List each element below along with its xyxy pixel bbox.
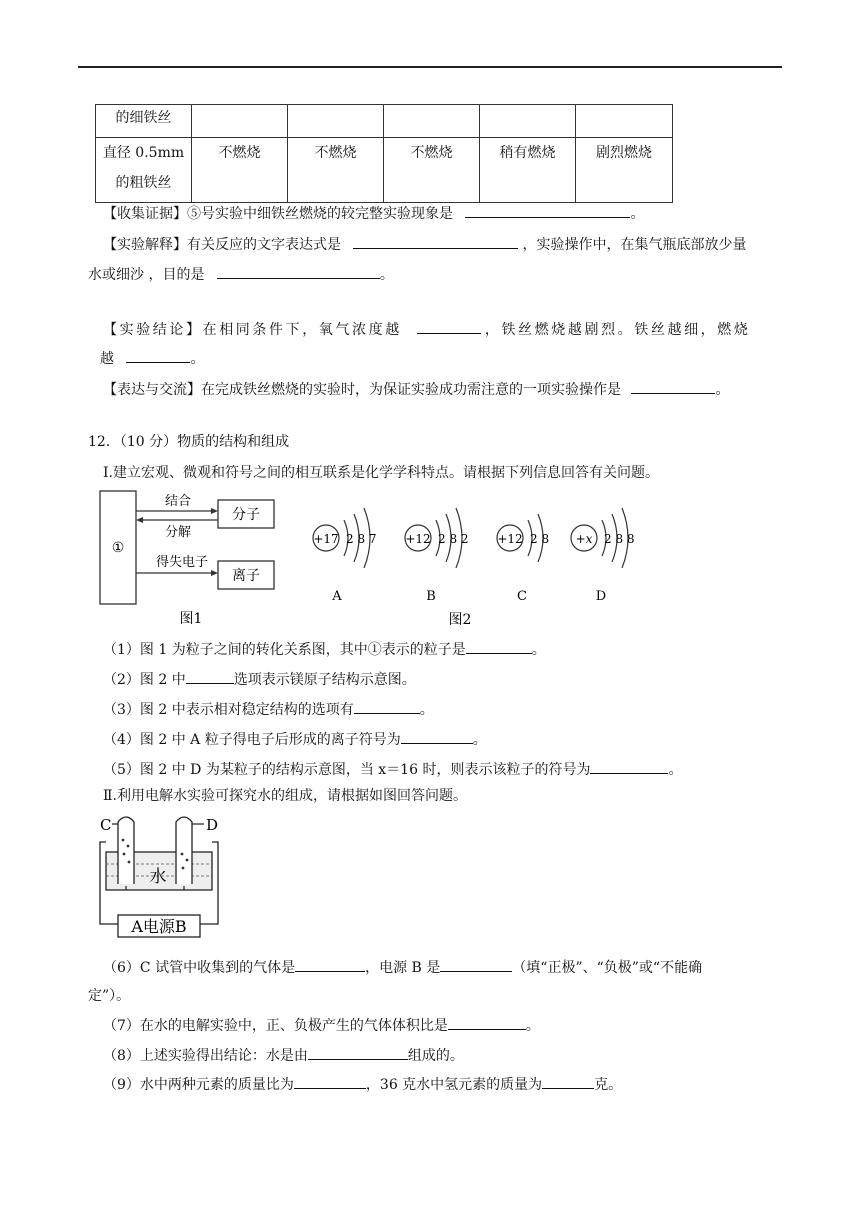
ion-label: 离子 (232, 568, 260, 584)
explanation-line1 (103, 233, 746, 255)
answer-blank[interactable] (353, 233, 518, 249)
svg-text:2 8 7: 2 8 7 (346, 532, 377, 546)
answer-blank[interactable] (448, 1014, 526, 1030)
section-intro-1: Ⅰ.建立宏观、微观和符号之间的相互联系是化学学科特点。请根据下列信息回答有关问题。 (103, 465, 659, 481)
table-cell: 剧烈燃烧 (576, 138, 673, 203)
sub-question-2: （2）图 2 中 选项表示镁原子结构示意图。 (103, 668, 416, 690)
conclusion-line1 (103, 318, 750, 340)
question-title: 12．（10 分）物质的结构和组成 (88, 434, 290, 450)
table-row (96, 138, 673, 203)
period: 。 (715, 382, 730, 398)
answer-blank[interactable] (417, 318, 481, 334)
answer-blank[interactable] (440, 956, 512, 972)
expression-text: 【表达与交流】在完成铁丝燃烧的实验时，为保证实验成功需注意的一项实验操作是 (103, 382, 621, 398)
svg-text:D: D (595, 589, 607, 604)
figure-1-circle-label: ① (111, 540, 125, 556)
svg-text:A: A (332, 589, 342, 604)
period: 。 (190, 351, 205, 367)
section-intro-2: Ⅱ.利用电解水实验可探究水的组成，请根据如图回答问题。 (103, 788, 467, 804)
table-cell (384, 105, 480, 138)
answer-blank[interactable] (465, 202, 630, 218)
svg-text:+17: +17 (313, 532, 339, 546)
svg-text:2 8 8: 2 8 8 (604, 532, 635, 546)
collect-evidence-line (103, 202, 644, 224)
atom-diagram-b (405, 508, 469, 604)
sub-question-6: （6）C 试管中收集到的气体是 ，电源 B 是 （填“正极”、“负极”或“不能确 (103, 956, 702, 978)
molecule-label: 分子 (232, 507, 260, 523)
table-cell (288, 105, 384, 138)
sub-question-7: （7）在水的电解实验中，正、负极产生的气体体积比是 。 (103, 1014, 540, 1036)
expression-line (103, 378, 729, 400)
sub-question-6-cont: 定”）。 (88, 988, 131, 1004)
explanation-text: 【实验解释】有关反应的文字表达式是 (103, 237, 341, 253)
explanation-mid: ，实验操作中，在集气瓶底部放少量 (522, 237, 747, 253)
sub-question-5: （5）图 2 中 D 为某粒子的结构示意图，当 x＝16 时，则表示该粒子的符号为 。 (103, 758, 682, 780)
table-cell (96, 138, 192, 203)
row-label-line1: 直径 0.5mm (102, 145, 185, 161)
svg-text:+12: +12 (405, 532, 431, 546)
answer-blank[interactable] (401, 728, 473, 744)
svg-text:B: B (426, 589, 436, 604)
table-cell: 不燃烧 (192, 138, 288, 203)
table-cell: 不燃烧 (384, 138, 480, 203)
tube-d (176, 817, 192, 884)
answer-blank[interactable] (354, 698, 420, 714)
period: 。 (379, 267, 394, 283)
conclusion-mid: ，铁丝燃烧越剧烈。铁丝越细，燃烧 (484, 322, 751, 338)
sub-question-1: （1）图 1 为粒子之间的转化关系图，其中①表示的粒子是 。 (103, 638, 546, 660)
conclusion-text: 【实验结论】在相同条件下，氧气浓度越 (103, 322, 402, 338)
figure-2-caption: 图2 (448, 612, 472, 628)
answer-blank[interactable] (294, 1073, 366, 1089)
power-supply-label: A电源B (131, 917, 187, 936)
answer-blank[interactable] (308, 1044, 408, 1060)
table-cell (192, 105, 288, 138)
collect-evidence-text: 【收集证据】⑤号实验中细铁丝燃烧的较完整实验现象是 (103, 206, 453, 222)
atom-diagram-c (497, 514, 549, 604)
table-cell: 的细铁丝 (96, 105, 192, 138)
table-cell (576, 105, 673, 138)
atom-diagram-d (571, 508, 635, 604)
figure-1 (96, 488, 286, 628)
electrolysis-apparatus (96, 812, 226, 948)
svg-text:+x: +x (575, 532, 593, 546)
explanation-line2 (88, 263, 394, 285)
figure-2 (300, 496, 660, 628)
period: 。 (630, 206, 645, 222)
table-cell (480, 105, 576, 138)
combine-label: 结合 (164, 494, 192, 509)
explanation-line2-text: 水或细沙 ，目的是 (88, 267, 205, 283)
answer-blank[interactable] (295, 956, 365, 972)
answer-blank[interactable] (542, 1073, 594, 1089)
svg-text:2 8 2: 2 8 2 (438, 532, 469, 546)
sub-question-9: （9）水中两种元素的质量比为 ，36 克水中氢元素的质量为 克。 (103, 1073, 622, 1095)
table-cell: 不燃烧 (288, 138, 384, 203)
atom-diagram-a (313, 508, 377, 604)
sub-question-8: （8）上述实验得出结论：水是由 组成的。 (103, 1044, 464, 1066)
answer-blank[interactable] (126, 347, 190, 363)
combine-arrowhead (211, 508, 218, 514)
figure-1-caption: 图1 (179, 611, 203, 627)
svg-text:C: C (517, 589, 527, 604)
conclusion-line2 (100, 347, 204, 369)
answer-blank[interactable] (217, 263, 380, 279)
header-rule (78, 66, 782, 68)
answer-blank[interactable] (186, 668, 234, 684)
table-cell: 稍有燃烧 (480, 138, 576, 203)
sub-question-4: （4）图 2 中 A 粒子得电子后形成的离子符号为 。 (103, 728, 487, 750)
row-label-line2: 的粗铁丝 (115, 175, 172, 191)
tube-c (118, 817, 134, 884)
svg-text:2 8: 2 8 (530, 532, 550, 546)
electron-arrowhead (211, 570, 218, 576)
conclusion-line2-text: 越 (100, 351, 114, 367)
tube-c-label: C (100, 816, 112, 834)
svg-text:+12: +12 (497, 532, 523, 546)
tube-d-label: D (206, 816, 219, 834)
sub-question-3: （3）图 2 中表示相对稳定结构的选项有 。 (103, 698, 434, 720)
table-row (96, 105, 673, 138)
water-label: 水 (149, 867, 167, 887)
answer-blank[interactable] (466, 638, 532, 654)
decompose-arrowhead (136, 517, 143, 523)
experiment-table (95, 104, 673, 203)
decompose-label: 分解 (164, 525, 192, 540)
answer-blank[interactable] (590, 758, 668, 774)
electron-label: 得失电子 (155, 555, 209, 570)
answer-blank[interactable] (631, 378, 715, 394)
